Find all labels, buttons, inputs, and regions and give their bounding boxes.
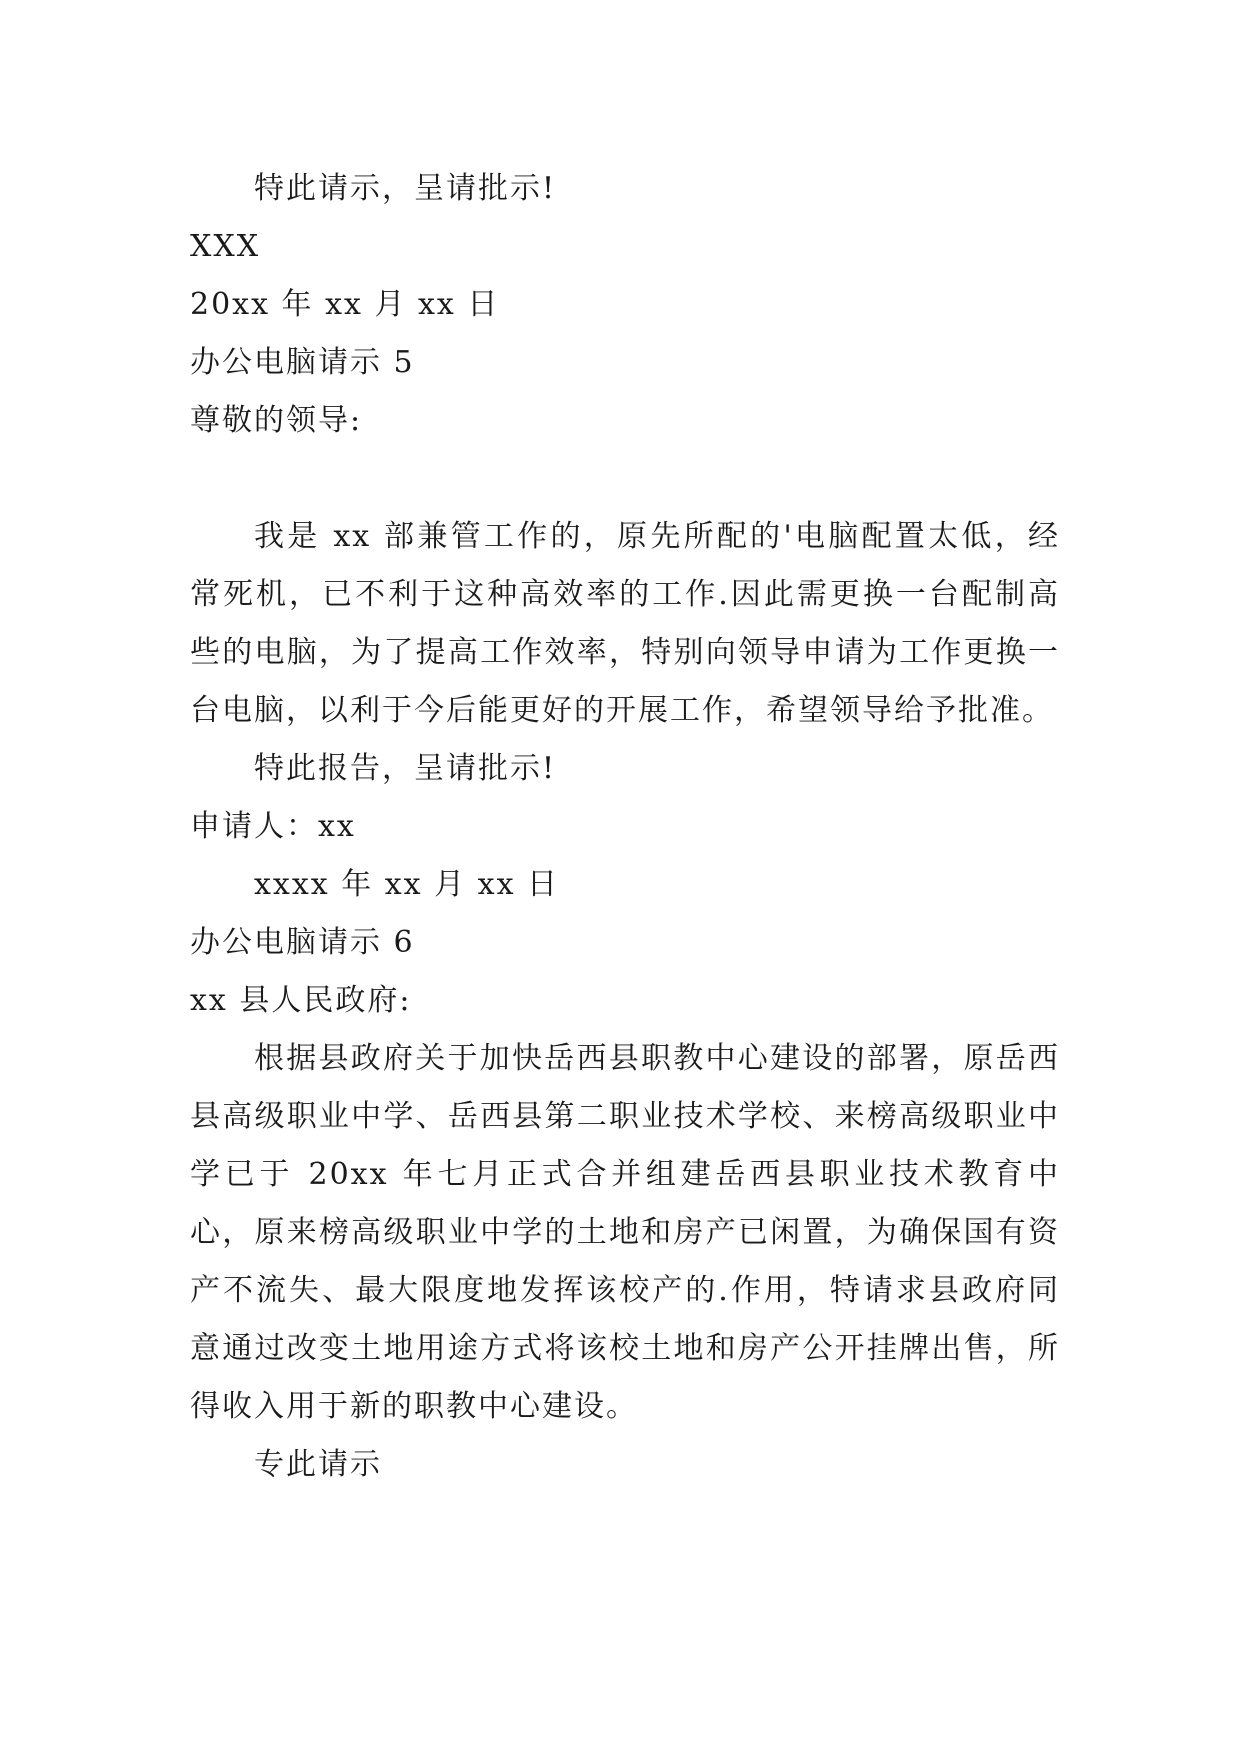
body-paragraph-6: 根据县政府关于加快岳西县职教中心建设的部署，原岳西县高级职业中学、岳西县第二职业技术学校、来榜高级职业中学已于 20xx 年七月正式合并组建岳西县职业技术教育中心，原来榜高级职业中学的土地和房产已闲置，为确保国有资产不流失、最大限度地发挥该校产的.作用，特请求县政府同意通过改变土地用途方式将该校土地和房产公开挂牌出售，所得收入用于新的职教中心建设。 [190,1041,1060,1424]
salutation-line: 尊敬的领导: [190,403,363,438]
section-heading-6: 办公电脑请示 6 [190,925,415,960]
salutation-line: xx 县人民政府: [190,983,412,1018]
blank-spacer [190,450,1060,508]
signer-line: XXX [190,229,261,264]
applicant-line: 申请人：xx [190,809,356,844]
section-heading-5: 办公电脑请示 5 [190,345,415,380]
closing-line: 特此报告，呈请批示! [254,751,557,786]
date-line: xxxx 年 xx 月 xx 日 [254,867,560,902]
body-paragraph-5: 我是 xx 部兼管工作的，原先所配的'电脑配置太低，经常死机，已不利于这种高效率的工作.因此需更换一台配制高些的电脑，为了提高工作效率，特别向领导申请为工作更换一台电脑，以利于今后能更好的开展工作，希望领导给予批准。 [190,519,1060,728]
document-body [190,160,1060,1494]
closing-line: 专此请示 [254,1447,382,1482]
closing-line: 特此请示，呈请批示! [254,171,557,206]
date-line: 20xx 年 xx 月 xx 日 [190,287,500,322]
